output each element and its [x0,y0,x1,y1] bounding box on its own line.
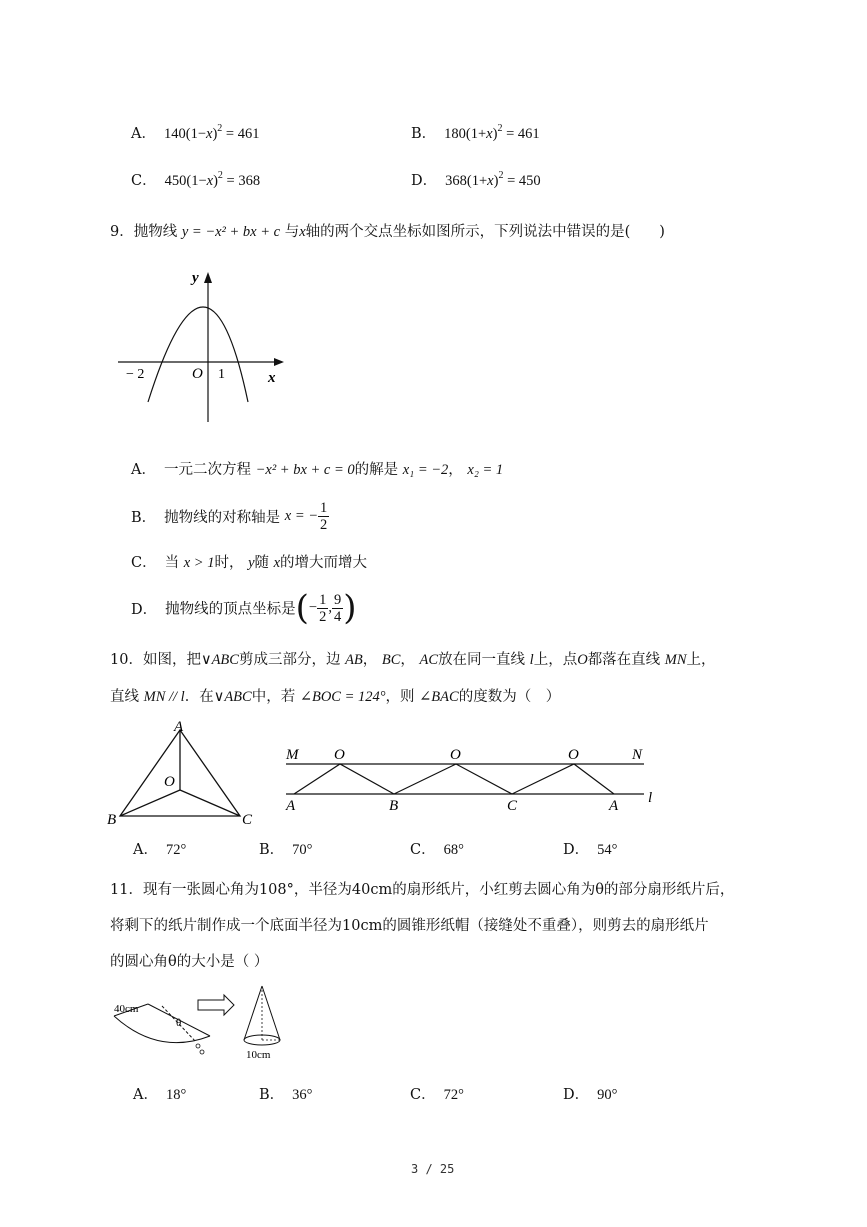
option-condition: x > 1 [183,555,215,571]
vertex-x-fraction [317,592,328,625]
triangle-abc: ∨ABC [200,652,239,668]
option-base: (1+ [466,173,488,189]
option-value: 70° [292,842,313,858]
sector-arc [114,1016,210,1043]
option-exp: 2 [217,170,223,181]
option-label: D． [563,1087,590,1103]
option-label: D． [131,601,158,618]
q9-stem [110,220,665,241]
option-rhs: = 461 [222,126,260,142]
option-mid1: 时， [214,555,244,571]
fraction-numerator: 1 [320,500,328,516]
cone-right-edge [262,986,280,1040]
fraction-denominator: 4 [333,608,342,625]
option-post: 的增大而增大 [280,555,368,571]
fraction-denominator: 2 [319,608,327,625]
option-close: ) [492,126,498,142]
option-coef: 140 [163,126,186,142]
right-root-label: 1 [218,367,225,382]
q9-option-c[interactable] [131,551,367,572]
q10-stem-line2 [110,685,560,706]
option-label: D． [563,842,590,858]
q10-number: 10．如图，把 [110,652,201,668]
vertex-c-label: C [242,812,253,828]
q9-mid: 与 [284,224,300,240]
y-axis-label: y [192,270,199,286]
left-root-label: − 2 [126,367,145,382]
option-close: ) [212,126,218,142]
option-root2: x₂ = 1 [467,462,504,478]
option-label: D． [411,173,438,189]
option-close: ) [213,173,218,189]
scissors-icon [196,1044,200,1048]
option-base: (1+ [465,126,487,142]
option-close: ) [493,173,499,189]
point-n-label: N [632,747,643,763]
option-value: 90° [597,1087,618,1103]
point-a1-label: A [286,798,296,814]
vertex-a-label: A [174,719,184,735]
option-exp: 2 [217,123,223,134]
stem-text: 都落在直线 [587,652,661,668]
y-axis-arrow [204,272,212,283]
option-value: 72° [443,1087,464,1103]
option-label: C． [131,173,157,189]
fraction-numerator: 1 [319,591,327,608]
option-root1: x₁ = −2 [402,462,449,478]
option-label: B． [131,510,157,526]
stem-text: ．在 [184,689,214,705]
comma: , [328,599,332,616]
option-rhs: = 450 [503,173,541,189]
option-exp: 2 [497,123,503,134]
q10-triangle-figure [104,718,264,828]
q10-option-d[interactable] [563,838,617,859]
option-label: C． [131,555,157,571]
point-o2-label: O [450,747,461,763]
base-radius-label: 10cm [246,1049,271,1061]
stem-text: 上， [686,652,716,668]
q11-option-c[interactable] [410,1083,464,1104]
option-value: 36° [292,1087,313,1103]
q9-xvar: x [299,224,306,240]
option-mid: 的解是 [354,462,399,478]
q10-stem-line1 [110,648,716,669]
line-l: l [529,652,534,668]
point-m-label: M [286,747,299,763]
q11-option-a[interactable] [133,1083,186,1104]
q11-stem-line1: 11．现有一张圆心角为108°，半径为40cm的扇形纸片，小红剪去圆心角为θ的部分扇形纸片后， [110,882,735,898]
option-exp: 2 [498,170,504,181]
q11-option-d[interactable] [563,1083,617,1104]
q11-option-b[interactable] [259,1083,312,1104]
option-sep: ， [448,462,463,478]
stem-comma: ， [400,652,415,668]
option-var: x [206,126,213,142]
option-mid2: 随 [254,555,269,571]
q10-option-b[interactable] [259,838,312,859]
fraction-numerator: 9 [333,591,342,608]
option-value: 68° [443,842,464,858]
q10-option-c[interactable] [410,838,464,859]
option-label: C． [410,1087,436,1103]
stem-text: 放在同一直线 [438,652,526,668]
option-label: A． [133,1087,158,1103]
option-label: B． [411,126,437,142]
theta-label: θ [176,1017,182,1029]
option-xvar: x [273,555,281,571]
option-coef: 450 [164,173,187,189]
q8-option-d[interactable] [411,169,541,190]
q9-option-b[interactable] [131,500,329,533]
parallel-relation: MN // l [143,689,185,705]
point-b-label: B [389,798,399,814]
stem-text: 剪成三部分，边 [238,652,341,668]
q8-option-c[interactable] [131,169,260,190]
x-axis-arrow [274,358,284,366]
cone-left-edge [244,986,262,1040]
option-label: C． [410,842,436,858]
stem-text: ，则 [385,689,415,705]
option-coef: 368 [445,173,467,189]
option-coef: 180 [444,126,466,142]
q11-stem-line3: 的圆心角θ的大小是（ ） [110,954,269,970]
q10-strip-figure [280,740,680,814]
arrow-icon [198,995,234,1015]
option-rhs: = 461 [502,126,540,142]
option-value: 54° [597,842,618,858]
point-o3-label: O [568,747,579,763]
option-base: (1− [185,126,206,142]
q8-option-b[interactable] [411,122,540,143]
q11-sector-cone-figure [108,982,298,1072]
q9-option-a[interactable] [131,458,503,479]
stem-text: 中，若 [251,689,296,705]
parabola-curve [148,307,248,402]
q9-parabola-graph [112,266,292,426]
option-value: 18° [165,1087,187,1103]
option-equation: −x² + bx + c = 0 [255,462,355,478]
q11-stem-line2: 将剩下的纸片制作成一个底面半径为10cm的圆锥形纸帽（接缝处不重叠），则剪去的扇形纸片 [110,918,709,934]
x-axis-label: x [268,370,276,386]
left-paren: ( [295,588,309,628]
radius-label: 40cm [114,1003,139,1015]
point-o-label: O [164,774,175,790]
stem-text: 上，点 [533,652,578,668]
scissors-icon [200,1050,204,1054]
option-fraction [318,500,329,533]
option-label: B． [259,842,285,858]
edge-ac: AC [419,652,439,668]
option-text: 抛物线的顶点坐标是 [165,601,296,618]
stem-text: 直线 [110,689,139,705]
option-var: x [206,173,214,189]
angle-boc: ∠BOC = 124° [299,689,386,705]
triangle-abc: ∨ABC [213,689,252,705]
q9-equation: y = −x² + bx + c [181,224,281,240]
q9-number: 9．抛物线 [110,224,178,240]
line-mn: MN [664,652,687,668]
option-yvar: y [248,555,255,571]
point-o: O [577,652,588,668]
stem-text: 的度数为（ ） [458,689,561,705]
option-text: 一元二次方程 [163,462,251,478]
option-base: (1− [186,173,207,189]
stem-comma: ， [362,652,378,668]
option-label: B． [259,1087,285,1103]
q10-option-a[interactable] [133,838,186,859]
option-value: 72° [165,842,187,858]
q9-tail: 轴的两个交点坐标如图所示，下列说法中错误的是( ) [305,224,665,240]
right-paren: ) [343,588,357,628]
edge-ab: AB [345,652,363,668]
option-pre: 当 [164,555,180,571]
option-var: x [487,173,494,189]
page-number: 3 / 25 [411,1162,455,1176]
angle-bac: ∠BAC [419,689,459,705]
option-var: x [486,126,493,142]
option-lhs: x = − [284,508,319,524]
q9-option-d[interactable] [131,588,356,628]
option-label: A． [131,462,156,478]
q8-option-a[interactable] [131,122,259,143]
vertex-y-fraction [332,592,343,625]
zigzag-pieces [294,764,614,794]
option-text: 抛物线的对称轴是 [164,510,281,526]
point-o1-label: O [334,747,345,763]
minus-sign: − [308,599,318,616]
edge-bc: BC [381,652,401,668]
line-l-label: l [648,790,653,806]
origin-label: O [192,366,203,382]
vertex-b-label: B [107,812,117,828]
point-a2-label: A [609,798,619,814]
fraction-denominator: 2 [320,517,328,533]
point-c-label: C [507,798,518,814]
option-label: A． [133,842,158,858]
option-label: A． [131,126,156,142]
option-rhs: = 368 [222,173,261,189]
